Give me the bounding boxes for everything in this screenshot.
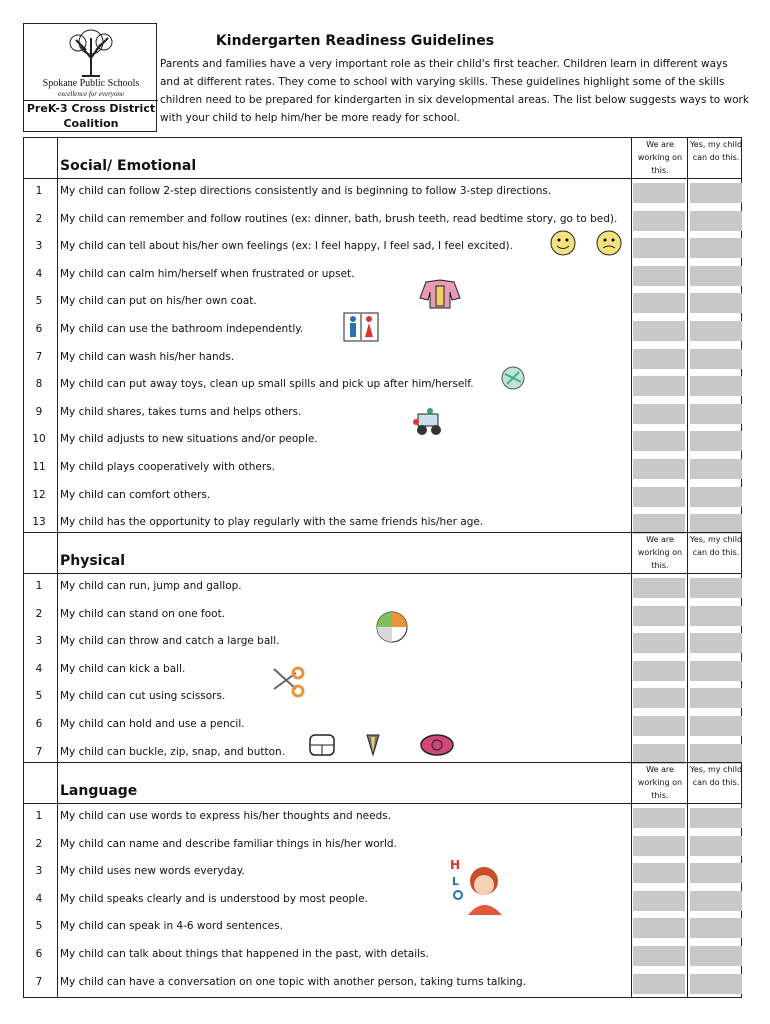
logo-name: Spokane Public Schools	[42, 78, 140, 89]
row-text: My child can talk about things that happened in the past, with details.	[60, 947, 429, 960]
checklist-row	[24, 289, 741, 317]
col-yes-header: Yes, my child can do this.	[687, 763, 744, 803]
can-do-checkbox[interactable]	[690, 606, 742, 626]
working-on-checkbox[interactable]	[633, 293, 685, 313]
row-number: 1	[35, 185, 43, 197]
row-text: My child can have a conversation on one topic with another person, taking turns talking.	[60, 975, 527, 988]
working-on-checkbox[interactable]	[633, 661, 685, 681]
row-text: My child can stand on one foot.	[60, 607, 226, 620]
section-0	[23, 137, 742, 538]
section-header	[24, 138, 741, 179]
can-do-checkbox[interactable]	[690, 661, 742, 681]
checklist-row	[24, 427, 741, 455]
col-yes-header: Yes, my child can do this.	[687, 138, 744, 178]
can-do-checkbox[interactable]	[690, 431, 742, 451]
row-text: My child can follow 2-step directions consistently and is beginning to follow 3-step directions.	[60, 185, 552, 197]
row-text: My child can tell about his/her own feelings (ex: I feel happy, I feel sad, I feel excited).	[60, 240, 513, 253]
section-1	[23, 532, 742, 767]
working-on-checkbox[interactable]	[633, 891, 685, 911]
row-number: 5	[35, 295, 43, 308]
working-on-checkbox[interactable]	[633, 836, 685, 856]
row-text: My child can hold and use a pencil.	[60, 717, 245, 730]
row-text: My child can run, jump and gallop.	[60, 580, 242, 592]
working-on-checkbox[interactable]	[633, 744, 685, 764]
checklist-row	[24, 234, 741, 262]
row-text: My child shares, takes turns and helps others.	[60, 405, 302, 418]
row-number: 12	[32, 488, 46, 501]
coalition-label: PreK-3 Cross District Coalition	[26, 102, 156, 130]
row-text: My child can use the bathroom independently.	[60, 322, 304, 335]
row-number: 2	[35, 212, 43, 225]
section-header	[24, 763, 741, 804]
row-text: My child can use words to express his/her thoughts and needs.	[60, 810, 392, 822]
row-number: 10	[32, 433, 46, 446]
can-do-checkbox[interactable]	[690, 808, 742, 828]
restroom-icon	[343, 312, 379, 342]
can-do-checkbox[interactable]	[690, 238, 742, 258]
working-on-checkbox[interactable]	[633, 808, 685, 828]
can-do-checkbox[interactable]	[690, 716, 742, 736]
working-on-checkbox[interactable]	[633, 578, 685, 598]
checklist-row	[24, 970, 741, 998]
can-do-checkbox[interactable]	[690, 863, 742, 883]
intro-paragraph: Parents and families have a very important role as their child's first teacher. Children learn in different ways and at different rates. They come to school with varying skills. These guidelines highlight some of the skills children need to be prepared for kindergarten in six developmental areas. The list below suggests ways to work with your child to help him/her be more ready for school.	[160, 58, 749, 124]
checklist-row	[24, 179, 741, 207]
working-on-checkbox[interactable]	[633, 266, 685, 286]
can-do-checkbox[interactable]	[690, 918, 742, 938]
checklist-row	[24, 400, 741, 428]
row-number: 4	[35, 892, 43, 905]
working-on-checkbox[interactable]	[633, 349, 685, 369]
row-number: 4	[35, 267, 43, 280]
can-do-checkbox[interactable]	[690, 836, 742, 856]
can-do-checkbox[interactable]	[690, 688, 742, 708]
row-number: 6	[35, 717, 43, 730]
row-text: My child can calm him/herself when frustrated or upset.	[60, 267, 355, 280]
row-text: My child can comfort others.	[60, 488, 211, 501]
checklist-row	[24, 483, 741, 511]
working-on-checkbox[interactable]	[633, 376, 685, 396]
can-do-checkbox[interactable]	[690, 487, 742, 507]
can-do-checkbox[interactable]	[690, 211, 742, 231]
row-number: 11	[32, 460, 46, 473]
col-yes-header: Yes, my child can do this.	[687, 533, 744, 573]
can-do-checkbox[interactable]	[690, 404, 742, 424]
working-on-checkbox[interactable]	[633, 459, 685, 479]
row-text: My child can wash his/her hands.	[60, 350, 235, 363]
working-on-checkbox[interactable]	[633, 321, 685, 341]
can-do-checkbox[interactable]	[690, 946, 742, 966]
ball-icon	[375, 610, 409, 644]
row-number: 3	[35, 240, 43, 253]
checklist-row	[24, 372, 741, 400]
row-number: 7	[35, 745, 43, 758]
row-text: My child adjusts to new situations and/or people.	[60, 433, 318, 446]
can-do-checkbox[interactable]	[690, 266, 742, 286]
row-text: My child can cut using scissors.	[60, 690, 226, 703]
row-number: 6	[35, 322, 43, 335]
row-number: 6	[35, 947, 43, 960]
section-title: Physical	[60, 553, 126, 569]
working-on-checkbox[interactable]	[633, 606, 685, 626]
row-number: 4	[35, 662, 43, 675]
checklist-row	[24, 887, 741, 915]
row-text: My child can throw and catch a large ball.	[60, 635, 280, 648]
row-text: My child can buckle, zip, snap, and button.	[60, 745, 286, 758]
working-on-checkbox[interactable]	[633, 918, 685, 938]
working-on-checkbox[interactable]	[633, 716, 685, 736]
working-on-checkbox[interactable]	[633, 688, 685, 708]
section-title: Language	[60, 783, 138, 799]
row-text: My child can put on his/her own coat.	[60, 295, 257, 308]
working-on-checkbox[interactable]	[633, 431, 685, 451]
row-text: My child has the opportunity to play regularly with the same friends his/her age.	[60, 516, 484, 529]
working-on-checkbox[interactable]	[633, 238, 685, 258]
checklist-row	[24, 317, 741, 345]
can-do-checkbox[interactable]	[690, 633, 742, 653]
working-on-checkbox[interactable]	[633, 404, 685, 424]
row-number: 8	[35, 378, 43, 391]
row-text: My child plays cooperatively with others.	[60, 460, 275, 473]
fasteners-icon	[307, 733, 457, 759]
row-text: My child can put away toys, clean up small spills and pick up after him/herself.	[60, 378, 474, 391]
row-number: 2	[35, 607, 43, 620]
can-do-checkbox[interactable]	[690, 293, 742, 313]
row-text: My child can kick a ball.	[60, 662, 186, 675]
col-working-header: We are working on this.	[631, 138, 688, 178]
feelings-faces-icon	[545, 229, 629, 259]
checklist-row	[24, 832, 741, 860]
checklist-row	[24, 345, 741, 373]
can-do-checkbox[interactable]	[690, 744, 742, 764]
checklist-row	[24, 455, 741, 483]
col-working-header: We are working on this.	[631, 533, 688, 573]
section-title: Social/ Emotional	[60, 158, 197, 174]
row-number: 1	[35, 810, 43, 822]
working-on-checkbox[interactable]	[633, 183, 685, 203]
row-number: 3	[35, 865, 43, 878]
can-do-checkbox[interactable]	[690, 459, 742, 479]
child-speaking-icon	[448, 855, 510, 917]
row-number: 13	[32, 516, 46, 529]
working-on-checkbox[interactable]	[633, 863, 685, 883]
row-number: 5	[35, 690, 43, 703]
checklist-row	[24, 942, 741, 970]
row-text: My child can remember and follow routines (ex: dinner, bath, brush teeth, read bedtime story, go to bed).	[60, 212, 618, 225]
working-on-checkbox[interactable]	[633, 974, 685, 994]
can-do-checkbox[interactable]	[690, 891, 742, 911]
row-number: 5	[35, 920, 43, 933]
can-do-checkbox[interactable]	[690, 578, 742, 598]
cleaning-sponge-icon	[497, 364, 529, 392]
section-2	[23, 762, 742, 998]
row-number: 7	[35, 350, 43, 363]
row-text: My child speaks clearly and is understood by most people.	[60, 892, 368, 905]
col-working-header: We are working on this.	[631, 763, 688, 803]
checklist-row	[24, 859, 741, 887]
can-do-checkbox[interactable]	[690, 321, 742, 341]
svg-text:H: H	[450, 858, 461, 872]
row-number: 2	[35, 837, 43, 850]
logo-box	[23, 23, 157, 132]
row-text: My child uses new words everyday.	[60, 865, 245, 878]
row-number: 7	[35, 975, 43, 988]
checklist-row	[24, 262, 741, 290]
checklist-row	[24, 657, 741, 685]
can-do-checkbox[interactable]	[690, 349, 742, 369]
row-number: 3	[35, 635, 43, 648]
checklist-row	[24, 804, 741, 832]
tree-logo-icon	[64, 28, 118, 78]
row-number: 1	[35, 580, 43, 592]
svg-text:L: L	[452, 875, 460, 888]
can-do-checkbox[interactable]	[690, 974, 742, 994]
scissors-icon	[270, 665, 308, 701]
can-do-checkbox[interactable]	[690, 376, 742, 396]
row-number: 9	[35, 405, 43, 418]
page-title: Kindergarten Readiness Guidelines	[215, 33, 495, 49]
working-on-checkbox[interactable]	[633, 487, 685, 507]
working-on-checkbox[interactable]	[633, 211, 685, 231]
row-text: My child can name and describe familiar things in his/her world.	[60, 837, 397, 850]
working-on-checkbox[interactable]	[633, 946, 685, 966]
checklist-row	[24, 914, 741, 942]
section-header	[24, 533, 741, 574]
row-text: My child can speak in 4-6 word sentences.	[60, 920, 283, 933]
working-on-checkbox[interactable]	[633, 633, 685, 653]
checklist-row	[24, 207, 741, 235]
can-do-checkbox[interactable]	[690, 183, 742, 203]
toy-truck-icon	[410, 406, 446, 438]
logo-tagline: excellence for everyone	[57, 90, 125, 98]
checklist-row	[24, 574, 741, 602]
coat-icon	[418, 278, 462, 310]
checklist-row	[24, 684, 741, 712]
